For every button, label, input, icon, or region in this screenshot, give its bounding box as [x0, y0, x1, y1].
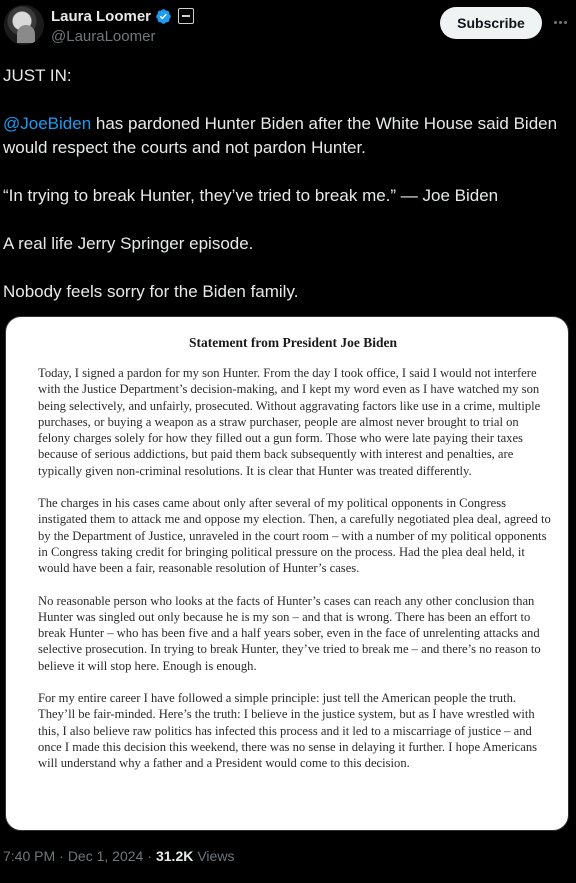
affiliation-badge-icon[interactable] — [178, 8, 194, 24]
more-options-icon[interactable] — [550, 12, 570, 32]
attached-image[interactable] — [5, 316, 569, 831]
author-name[interactable]: Laura Loomer — [51, 7, 152, 25]
tweet-header — [0, 0, 576, 58]
mention-link[interactable]: @JoeBiden — [3, 114, 92, 133]
author-handle[interactable]: @LauraLoomer — [51, 28, 156, 45]
tweet-line: A real life Jerry Springer episode. — [3, 234, 254, 253]
tweet-line — [3, 112, 571, 160]
views-count: 31.2K — [155, 848, 194, 864]
subscribe-button[interactable]: Subscribe — [440, 7, 542, 39]
author-name-row — [51, 6, 194, 26]
statement-title: Statement from President Joe Biden — [189, 335, 397, 350]
statement-paragraph: The charges in his cases came about only after several of my political opponents in Congress instigated them to attack me and oppose my election. Then, a carefully negotiated plea deal, agreed to by the Department of Justice, unraveled in the court room – with a number of my political opponents in Congress taking credit for bringing political pressure on the process. Had the plea deal held, it would have been a fair, reasonable resolution of Hunter’s cases. — [38, 496, 551, 576]
tweet-text — [3, 64, 571, 304]
meta-separator: · — [147, 848, 152, 864]
tweet-date[interactable]: Dec 1, 2024 — [67, 848, 144, 864]
tweet-line: “In trying to break Hunter, they’ve tried to break me.” — Joe Biden — [3, 186, 499, 205]
tweet-meta — [3, 848, 234, 864]
tweet-line: Nobody feels sorry for the Biden family. — [3, 282, 299, 301]
tweet-line-text: has pardoned Hunter Biden after the White House said Biden would respect the courts and not pardon Hunter. — [3, 114, 558, 157]
tweet-line: JUST IN: — [3, 66, 72, 85]
avatar[interactable] — [4, 5, 44, 45]
tweet-time[interactable]: 7:40 PM — [3, 848, 56, 864]
views-label: Views — [197, 848, 235, 864]
statement-paragraph: Today, I signed a pardon for my son Hunter. From the day I took office, I said I would not interfere with the Justice Department’s decision-making, and I kept my word even as I have watched my son being selectively, and unfairly, prosecuted. Without aggravating factors like use in a crime, multiple purchases, or buying a weapon as a straw purchaser, people are almost never brought to trial on felony charges solely for how they filled out a gun form. Those who were late paying their taxes because of serious addictions, but paid them back subsequently with interest and penalties, are typically given non-criminal resolutions. It is clear that Hunter was treated differently. — [38, 366, 541, 478]
statement-document — [24, 331, 554, 788]
statement-paragraph: For my entire career I have followed a simple principle: just tell the American people the truth. They’ll be fair-minded. Here’s the truth: I believe in the justice system, but as I have wrestled with this, I also believe raw politics has infected this process and it led to a miscarriage of justice – and once I made this decision this weekend, there was no sense in delaying it further. I hope Americans will understand why a father and a President would come to this decision. — [38, 691, 538, 771]
verified-badge-icon — [155, 8, 172, 25]
meta-separator: · — [59, 848, 64, 864]
statement-paragraph: No reasonable person who looks at the facts of Hunter’s cases can reach any other conclusion than Hunter was singled out only because he is my son – and that is wrong. There has been an effort to break Hunter – who has been five and a half years sober, even in the face of unrelenting attacks and selective prosecution. In trying to break Hunter, they’ve tried to break me – and there’s no reason to believe it will stop here. Enough is enough. — [38, 593, 541, 673]
